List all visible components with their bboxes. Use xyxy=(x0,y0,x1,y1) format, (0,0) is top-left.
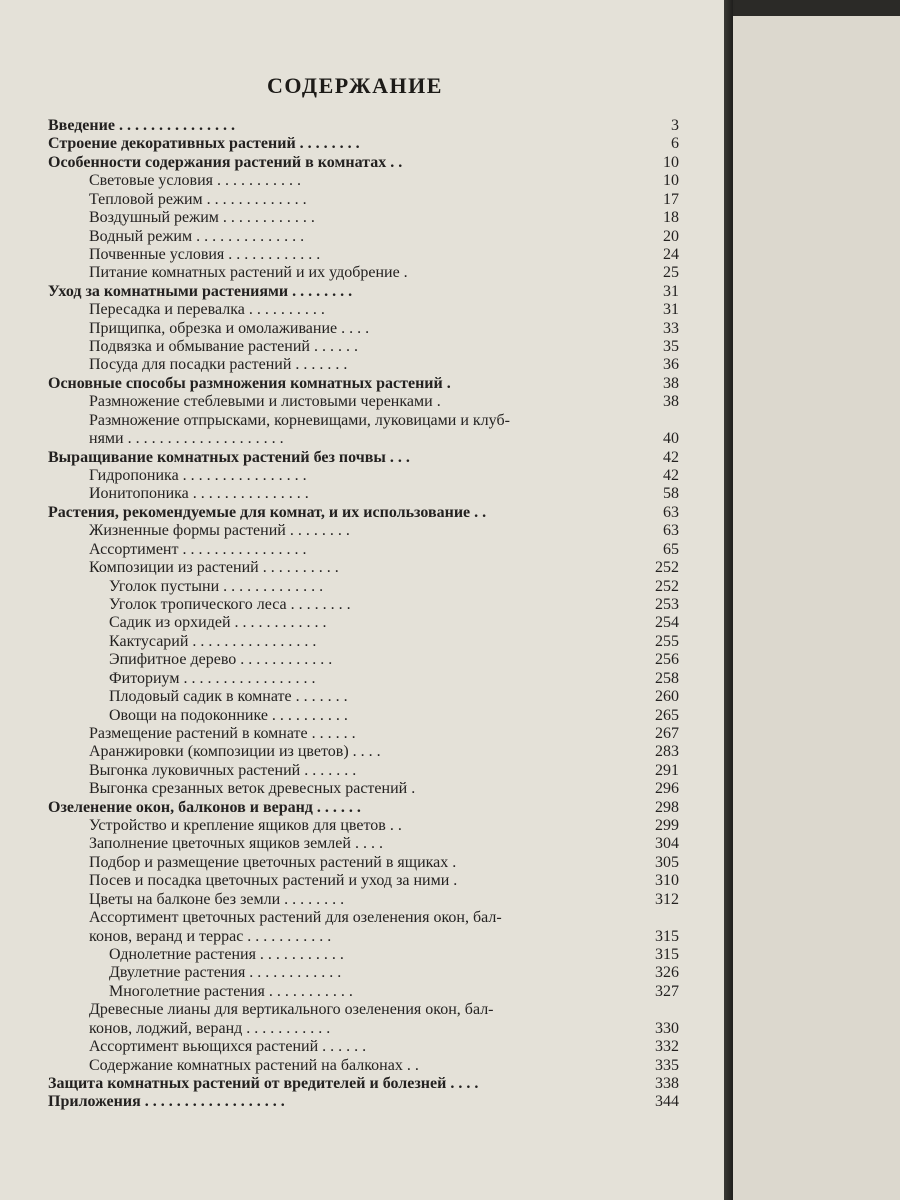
toc-page-number: 25 xyxy=(663,264,679,282)
toc-entry-title: Жизненные формы растений . . . . . . . . xyxy=(89,522,350,540)
toc-entry xyxy=(0,946,724,964)
toc-entry xyxy=(0,799,724,817)
toc-entry xyxy=(0,485,724,503)
toc-entry-title: Тепловой режим . . . . . . . . . . . . . xyxy=(89,190,307,208)
toc-entry xyxy=(0,651,724,669)
toc-page-number: 42 xyxy=(663,467,679,485)
toc-entry-title: Гидропоника . . . . . . . . . . . . . . . . xyxy=(89,467,307,485)
toc-entry xyxy=(0,762,724,780)
toc-page-number: 315 xyxy=(655,945,679,963)
toc-page-number: 330 xyxy=(655,1019,679,1037)
toc-page-number: 332 xyxy=(655,1038,679,1056)
toc-entry-title: Уголок тропического леса . . . . . . . . xyxy=(109,595,351,613)
toc-entry xyxy=(0,1038,724,1056)
toc-page-number: 254 xyxy=(655,614,679,632)
toc-page-number: 40 xyxy=(663,430,679,448)
toc-entry xyxy=(0,522,724,540)
toc-page-number: 255 xyxy=(655,632,679,650)
toc-page-number: 10 xyxy=(663,153,679,171)
toc-entry xyxy=(0,320,724,338)
toc-entry-title: Воздушный режим . . . . . . . . . . . . xyxy=(89,209,315,227)
toc-page-number: 335 xyxy=(655,1056,679,1074)
toc-page-number: 256 xyxy=(655,651,679,669)
toc-entry-title: Фиториум . . . . . . . . . . . . . . . . . xyxy=(109,669,316,687)
toc-page-number: 296 xyxy=(655,780,679,798)
toc-entry xyxy=(0,172,724,190)
toc-entry xyxy=(0,264,724,282)
toc-page-number: 10 xyxy=(663,172,679,190)
toc-page-number: 20 xyxy=(663,227,679,245)
toc-entry xyxy=(0,467,724,485)
toc-entry xyxy=(0,909,724,927)
toc-entry-title: нями . . . . . . . . . . . . . . . . . . . . xyxy=(89,430,284,448)
toc-page-number: 283 xyxy=(655,743,679,761)
toc-page-number: 252 xyxy=(655,559,679,577)
toc-entry-title: Основные способы размножения комнатных растений . xyxy=(48,374,451,392)
toc-entry xyxy=(0,578,724,596)
toc-entry xyxy=(0,928,724,946)
toc-page-number: 63 xyxy=(663,503,679,521)
toc-entry-title: Озеленение окон, балконов и веранд . . . . . . xyxy=(48,798,361,816)
toc-entry-title: Размножение отпрысками, корневищами, луковицами и клуб- xyxy=(89,411,510,429)
toc-page-number: 304 xyxy=(655,835,679,853)
toc-entry xyxy=(0,301,724,319)
toc-entry-title: Пересадка и перевалка . . . . . . . . . . xyxy=(89,301,325,319)
toc-entry xyxy=(0,1020,724,1038)
toc-entry-title: Композиции из растений . . . . . . . . . . xyxy=(89,559,339,577)
toc-entry xyxy=(0,725,724,743)
toc-entry-title: Растения, рекомендуемые для комнат, и их использование . . xyxy=(48,503,487,521)
toc-entry-title: Световые условия . . . . . . . . . . . xyxy=(89,172,301,190)
toc-entry xyxy=(0,449,724,467)
toc-entry-title: Заполнение цветочных ящиков землей . . . . xyxy=(89,835,383,853)
toc-entry xyxy=(0,209,724,227)
toc-page-number: 344 xyxy=(655,1093,679,1111)
toc-entry-title: Защита комнатных растений от вредителей и болезней . . . . xyxy=(48,1074,479,1092)
adjacent-page xyxy=(733,16,900,1200)
toc-entry-title: Уголок пустыни . . . . . . . . . . . . . xyxy=(109,577,324,595)
toc-entry-title: Аранжировки (композиции из цветов) . . . . xyxy=(89,743,381,761)
toc-entry-title: Ионитопоника . . . . . . . . . . . . . . . xyxy=(89,485,309,503)
toc-entry-title: Устройство и крепление ящиков для цветов . . xyxy=(89,817,402,835)
toc-page-number: 65 xyxy=(663,540,679,558)
toc-entry-title: Древесные лианы для вертикального озеленения окон, бал- xyxy=(89,1001,494,1019)
toc-page-number: 291 xyxy=(655,761,679,779)
toc-page-number: 18 xyxy=(663,209,679,227)
toc-entry xyxy=(0,283,724,301)
toc-page-number: 258 xyxy=(655,669,679,687)
toc-entry-title: Выгонка срезанных веток древесных растений . xyxy=(89,780,416,798)
toc-page-number: 260 xyxy=(655,688,679,706)
toc-page-number: 3 xyxy=(671,117,679,134)
toc-entry xyxy=(0,117,724,135)
toc-entry xyxy=(0,872,724,890)
toc-entry xyxy=(0,633,724,651)
toc-entry xyxy=(0,817,724,835)
toc-entry-title: Многолетние растения . . . . . . . . . . . xyxy=(109,982,353,1000)
toc-entry-title: Двулетние растения . . . . . . . . . . . . xyxy=(109,964,342,982)
toc-entry xyxy=(0,596,724,614)
toc-page-number: 299 xyxy=(655,817,679,835)
toc-entry-title: Особенности содержания растений в комнатах . . xyxy=(48,153,403,171)
toc-entry xyxy=(0,375,724,393)
toc-entry xyxy=(0,1001,724,1019)
toc-page-number: 31 xyxy=(663,282,679,300)
toc-entry-title: Почвенные условия . . . . . . . . . . . . xyxy=(89,245,321,263)
toc-entry xyxy=(0,891,724,909)
toc-entry xyxy=(0,246,724,264)
toc-entry xyxy=(0,964,724,982)
toc-page-number: 327 xyxy=(655,982,679,1000)
toc-entry xyxy=(0,1057,724,1075)
toc-page-number: 17 xyxy=(663,190,679,208)
toc-page-number: 36 xyxy=(663,356,679,374)
toc-page-number: 326 xyxy=(655,964,679,982)
toc-entry-title: Содержание комнатных растений на балконах . . xyxy=(89,1056,419,1074)
toc-entry xyxy=(0,393,724,411)
toc-entry-title: конов, веранд и террас . . . . . . . . . . . xyxy=(89,927,332,945)
toc-entry xyxy=(0,688,724,706)
toc-entry-title: Выращивание комнатных растений без почвы . . . xyxy=(48,448,410,466)
toc-entry-title: Строение декоративных растений . . . . . . . . xyxy=(48,135,360,153)
page-title: СОДЕРЖАНИЕ xyxy=(267,73,443,98)
toc-page-number: 33 xyxy=(663,319,679,337)
table-of-contents xyxy=(0,117,724,1112)
toc-entry xyxy=(0,191,724,209)
toc-page-number: 315 xyxy=(655,927,679,945)
toc-entry-title: Размещение растений в комнате . . . . . . xyxy=(89,724,356,742)
toc-entry-title: Приложения . . . . . . . . . . . . . . . . . . xyxy=(48,1093,285,1111)
toc-entry xyxy=(0,135,724,153)
toc-entry-title: Подбор и размещение цветочных растений в ящиках . xyxy=(89,853,457,871)
toc-page-number: 338 xyxy=(655,1074,679,1092)
toc-entry xyxy=(0,670,724,688)
toc-page-number: 42 xyxy=(663,448,679,466)
toc-entry xyxy=(0,356,724,374)
toc-entry-title: Посев и посадка цветочных растений и уход за ними . xyxy=(89,872,458,890)
toc-entry-title: Выгонка луковичных растений . . . . . . . xyxy=(89,761,357,779)
toc-entry-title: Плодовый садик в комнате . . . . . . . xyxy=(109,688,348,706)
toc-page-number: 298 xyxy=(655,798,679,816)
toc-entry-title: Прищипка, обрезка и омолаживание . . . . xyxy=(89,319,370,337)
toc-entry xyxy=(0,541,724,559)
toc-entry-title: Уход за комнатными растениями . . . . . . . . xyxy=(48,282,353,300)
toc-entry-title: Ассортимент вьющихся растений . . . . . . xyxy=(89,1038,367,1056)
toc-entry-title: Кактусарий . . . . . . . . . . . . . . . . xyxy=(109,632,317,650)
toc-page-number: 6 xyxy=(671,135,679,153)
toc-entry-title: Ассортимент . . . . . . . . . . . . . . . . xyxy=(89,540,307,558)
toc-page-number: 31 xyxy=(663,301,679,319)
toc-entry-title: Подвязка и обмывание растений . . . . . . xyxy=(89,338,358,356)
toc-page-number: 310 xyxy=(655,872,679,890)
toc-page-number: 252 xyxy=(655,577,679,595)
toc-entry xyxy=(0,154,724,172)
toc-page-number: 265 xyxy=(655,706,679,724)
toc-entry-title: Эпифитное дерево . . . . . . . . . . . . xyxy=(109,651,333,669)
toc-entry-title: Садик из орхидей . . . . . . . . . . . . xyxy=(109,614,327,632)
book-spine-gutter xyxy=(724,0,733,1200)
toc-page-number: 312 xyxy=(655,890,679,908)
toc-entry-title: Овощи на подоконнике . . . . . . . . . . xyxy=(109,706,348,724)
toc-entry-title: Однолетние растения . . . . . . . . . . . xyxy=(109,945,344,963)
toc-page-number: 24 xyxy=(663,245,679,263)
toc-page-number: 253 xyxy=(655,595,679,613)
toc-entry xyxy=(0,983,724,1001)
toc-entry-title: Ассортимент цветочных растений для озеленения окон, бал- xyxy=(89,909,502,927)
toc-entry xyxy=(0,835,724,853)
toc-entry xyxy=(0,614,724,632)
toc-page-number: 305 xyxy=(655,853,679,871)
toc-entry-title: Введение . . . . . . . . . . . . . . . xyxy=(48,117,235,134)
toc-page-number: 38 xyxy=(663,393,679,411)
toc-entry xyxy=(0,338,724,356)
toc-entry xyxy=(0,430,724,448)
toc-page-number: 63 xyxy=(663,522,679,540)
toc-entry xyxy=(0,780,724,798)
toc-entry xyxy=(0,854,724,872)
toc-entry xyxy=(0,504,724,522)
toc-page-number: 58 xyxy=(663,485,679,503)
toc-entry-title: Цветы на балконе без земли . . . . . . . . xyxy=(89,890,345,908)
toc-entry xyxy=(0,743,724,761)
toc-entry-title: конов, лоджий, веранд . . . . . . . . . . . xyxy=(89,1019,331,1037)
toc-entry xyxy=(0,707,724,725)
toc-page-number: 38 xyxy=(663,374,679,392)
toc-page-number: 267 xyxy=(655,724,679,742)
toc-page-number: 35 xyxy=(663,338,679,356)
toc-entry xyxy=(0,412,724,430)
toc-entry-title: Размножение стеблевыми и листовыми черенками . xyxy=(89,393,441,411)
toc-entry-title: Посуда для посадки растений . . . . . . . xyxy=(89,356,348,374)
toc-entry-title: Питание комнатных растений и их удобрение . xyxy=(89,264,408,282)
toc-entry xyxy=(0,228,724,246)
toc-entry-title: Водный режим . . . . . . . . . . . . . . xyxy=(89,227,305,245)
toc-entry xyxy=(0,1075,724,1093)
toc-entry xyxy=(0,1093,724,1111)
toc-entry xyxy=(0,559,724,577)
